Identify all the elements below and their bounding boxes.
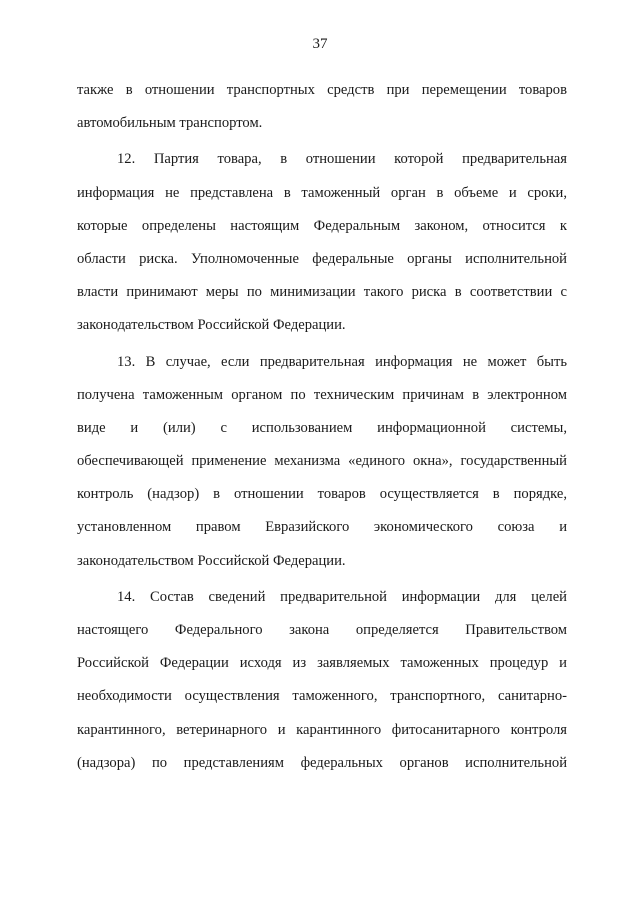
text-line: виде и (или) с использованием информационной системы, <box>77 419 567 436</box>
paragraph-continuation <box>77 74 567 140</box>
text-line: Российской Федерации исходя из заявляемых таможенных процедур и <box>77 655 567 672</box>
text-line: власти принимают меры по минимизации такого риска в соответствии с <box>77 284 567 301</box>
text-line: установленном правом Евразийского экономического союза и <box>77 519 567 536</box>
text-line: (надзора) по представлениям федеральных органов исполнительной <box>77 754 567 771</box>
text-line: 14. Состав сведений предварительной информации для целей <box>117 588 567 605</box>
document-body <box>77 74 567 780</box>
text-line: 13. В случае, если предварительная информация не может быть <box>117 353 567 370</box>
text-line: 12. Партия товара, в отношении которой предварительная <box>117 151 567 168</box>
text-line: которые определены настоящим Федеральным законом, относится к <box>77 217 567 234</box>
paragraph-13 <box>77 346 567 578</box>
text-line: карантинного, ветеринарного и карантинного фитосанитарного контроля <box>77 721 567 738</box>
text-line: также в отношении транспортных средств при перемещении товаров <box>77 82 567 98</box>
paragraph-12 <box>77 143 567 342</box>
text-line: контроль (надзор) в отношении товаров осуществляется в порядке, <box>77 486 567 503</box>
text-line: автомобильным транспортом. <box>77 115 263 132</box>
text-line: настоящего Федерального закона определяется Правительством <box>77 622 567 638</box>
text-line: получена таможенным органом по техническим причинам в электронном <box>77 386 567 403</box>
text-line: законодательством Российской Федерации. <box>77 552 346 569</box>
text-line: необходимости осуществления таможенного, транспортного, санитарно- <box>77 688 567 705</box>
paragraph-14 <box>77 581 567 780</box>
text-line: обеспечивающей применение механизма «единого окна», государственный <box>77 453 567 470</box>
text-line: законодательством Российской Федерации. <box>77 317 346 334</box>
text-line: области риска. Уполномоченные федеральные органы исполнительной <box>77 250 567 267</box>
text-line: информация не представлена в таможенный орган в объеме и сроки, <box>77 184 567 201</box>
page-number: 37 <box>312 36 328 52</box>
